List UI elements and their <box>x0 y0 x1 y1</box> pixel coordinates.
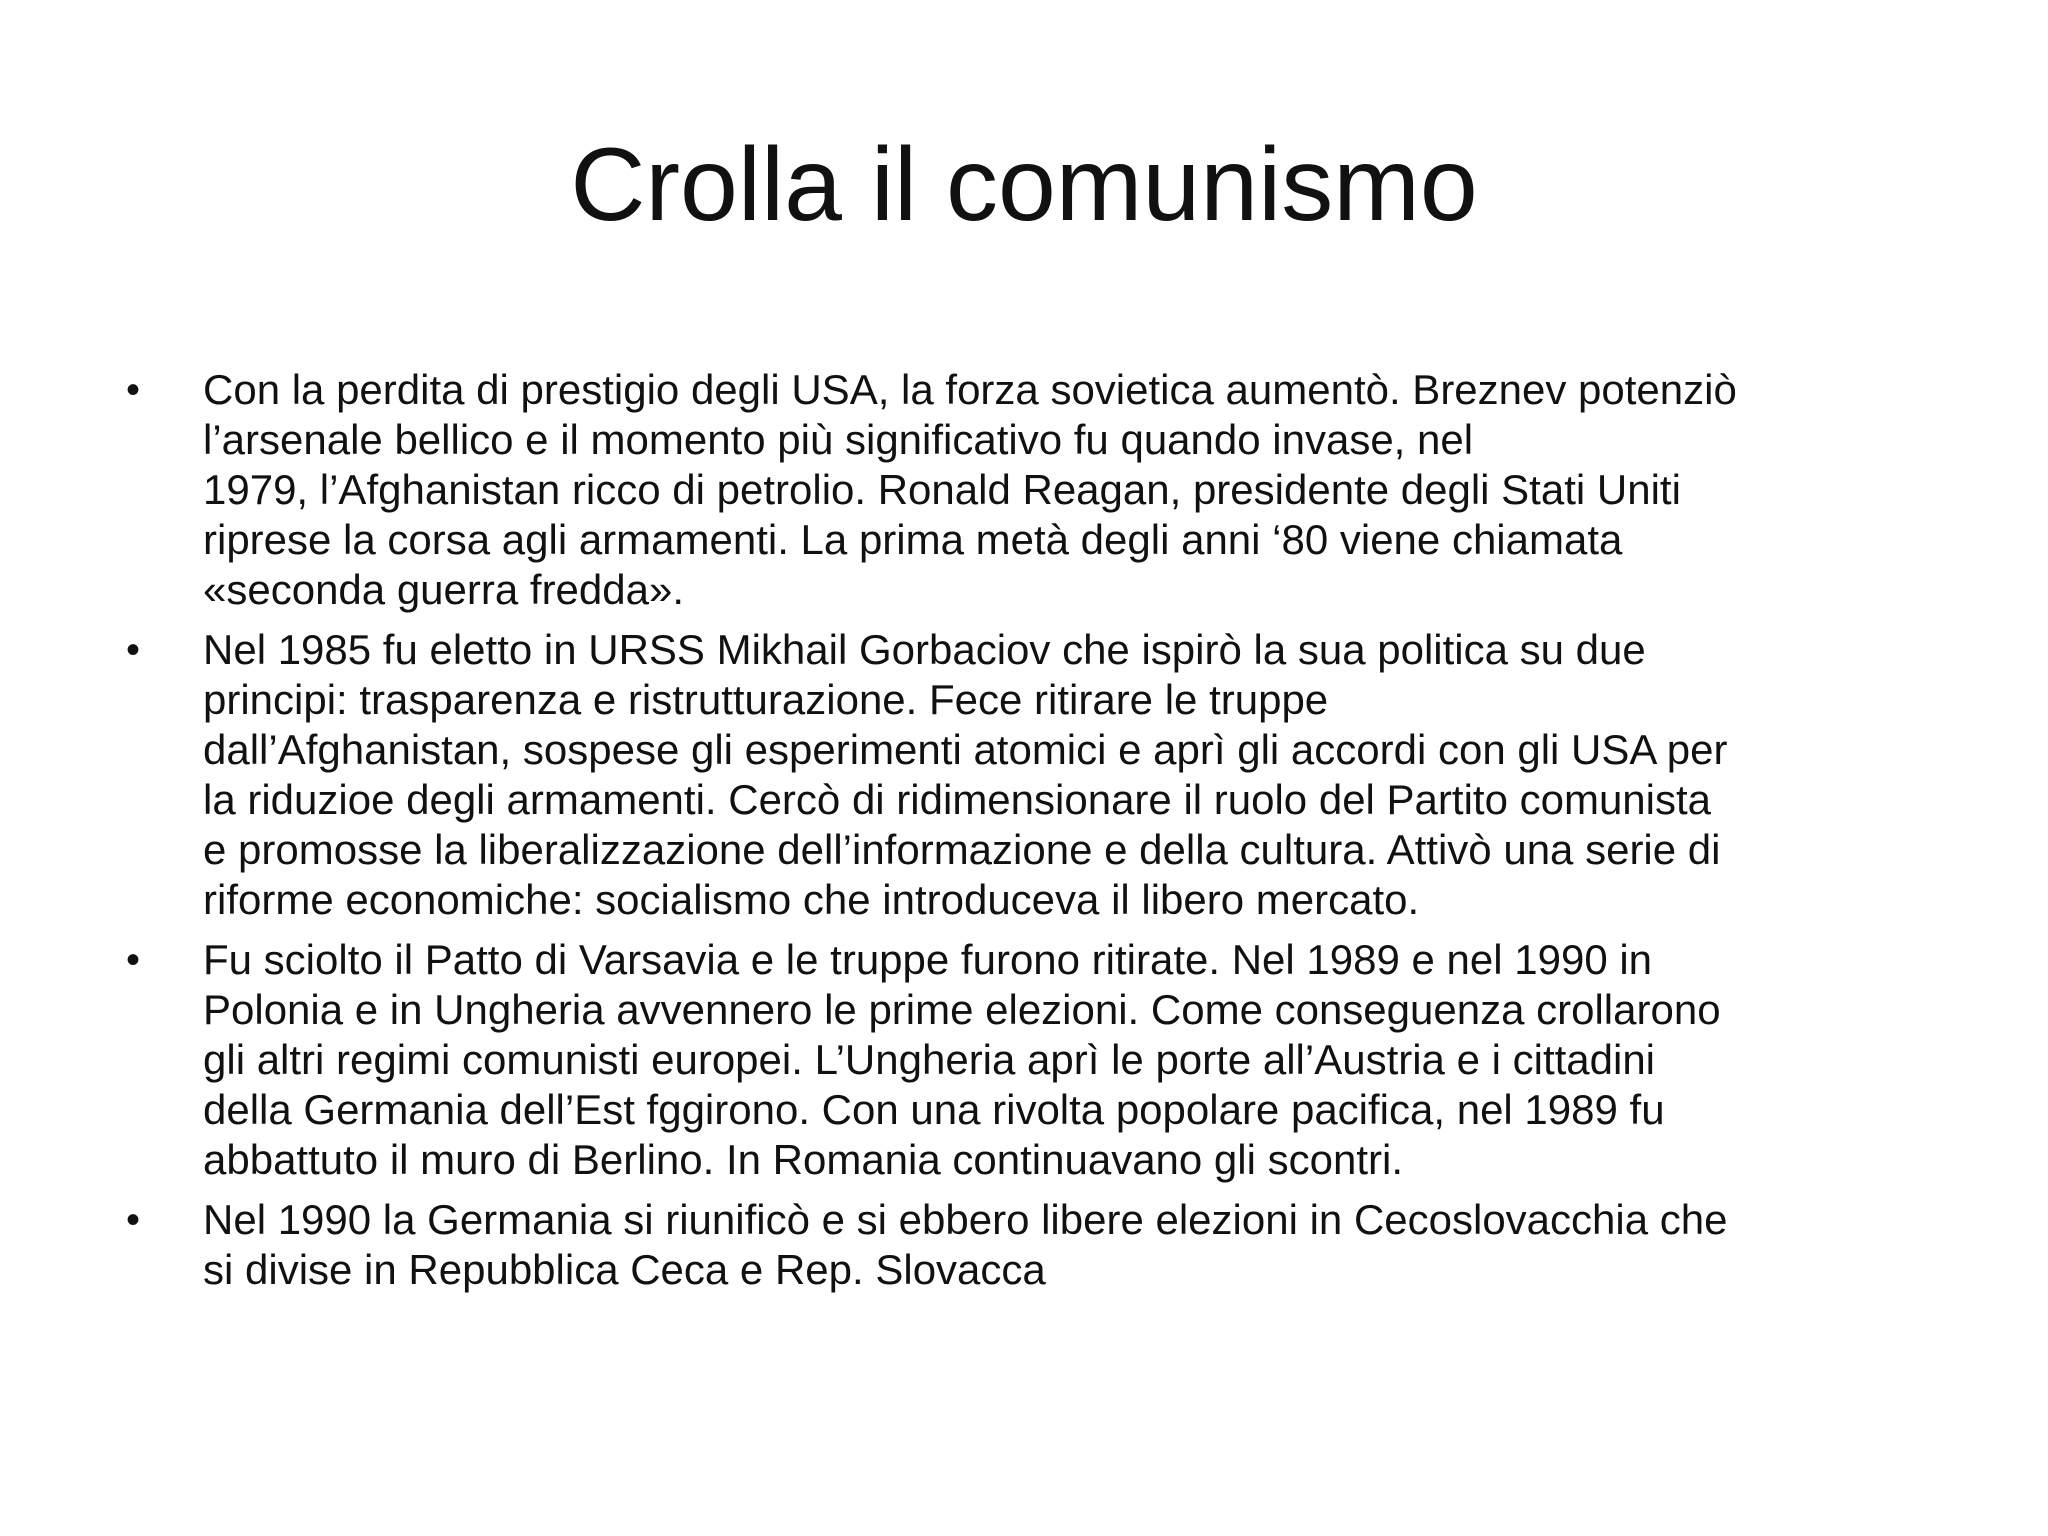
bullet-text-line: riprese la corsa agli armamenti. La prima metà degli anni ‘80 viene chiamata <box>203 516 1623 563</box>
bullet-item <box>120 365 1950 615</box>
bullet-text-line: Polonia e in Ungheria avvennero le prime elezioni. Come conseguenza crollarono <box>203 986 1721 1033</box>
bullet-icon: • <box>126 628 141 672</box>
bullet-text-line: Nel 1990 la Germania si riunificò e si ebbero libere elezioni in Cecoslovacchia che <box>203 1196 1728 1243</box>
bullet-text-line: della Germania dell’Est fggirono. Con una rivolta popolare pacifica, nel 1989 fu <box>203 1086 1665 1133</box>
bullet-text-line: dall’Afghanistan, sospese gli esperimenti atomici e aprì gli accordi con gli USA per <box>203 726 1728 773</box>
bullet-text-line: Con la perdita di prestigio degli USA, la forza sovietica aumentò. Breznev potenziò <box>203 366 1737 413</box>
bullet-item <box>120 935 1950 1185</box>
bullet-text-line: e promosse la liberalizzazione dell’informazione e della cultura. Attivò una serie di <box>203 826 1721 873</box>
bullet-text-line: Nel 1985 fu eletto in URSS Mikhail Gorbaciov che ispirò la sua politica su due <box>203 626 1646 673</box>
bullet-text-line: «seconda guerra fredda». <box>203 566 685 613</box>
bullet-text-line: abbattuto il muro di Berlino. In Romania continuavano gli scontri. <box>203 1136 1403 1183</box>
bullet-icon: • <box>126 368 141 412</box>
bullet-text-line: l’arsenale bellico e il momento più significativo fu quando invase, nel <box>203 416 1474 463</box>
bullet-text-line: riforme economiche: socialismo che introduceva il libero mercato. <box>203 876 1420 923</box>
bullet-text-line: la riduzioe degli armamenti. Cercò di ridimensionare il ruolo del Partito comunista <box>203 776 1712 823</box>
bullet-item <box>120 625 1950 925</box>
slide-title: Crolla il comunismo <box>570 127 1478 243</box>
bullet-text-line: si divise in Repubblica Ceca e Rep. Slovacca <box>203 1246 1046 1293</box>
bullet-icon: • <box>126 938 141 982</box>
bullet-icon: • <box>126 1198 141 1242</box>
bullet-text-line: gli altri regimi comunisti europei. L’Ungheria aprì le porte all’Austria e i cittadini <box>203 1036 1656 1083</box>
bullet-text-line: Fu sciolto il Patto di Varsavia e le truppe furono ritirate. Nel 1989 e nel 1990 in <box>203 936 1653 983</box>
bullet-text-line: 1979, l’Afghanistan ricco di petrolio. Ronald Reagan, presidente degli Stati Uniti <box>203 466 1681 513</box>
bullet-text-line: principi: trasparenza e ristrutturazione. Fece ritirare le truppe <box>203 676 1329 723</box>
bullet-item <box>120 1195 1950 1295</box>
bullet-list <box>120 365 1950 1305</box>
